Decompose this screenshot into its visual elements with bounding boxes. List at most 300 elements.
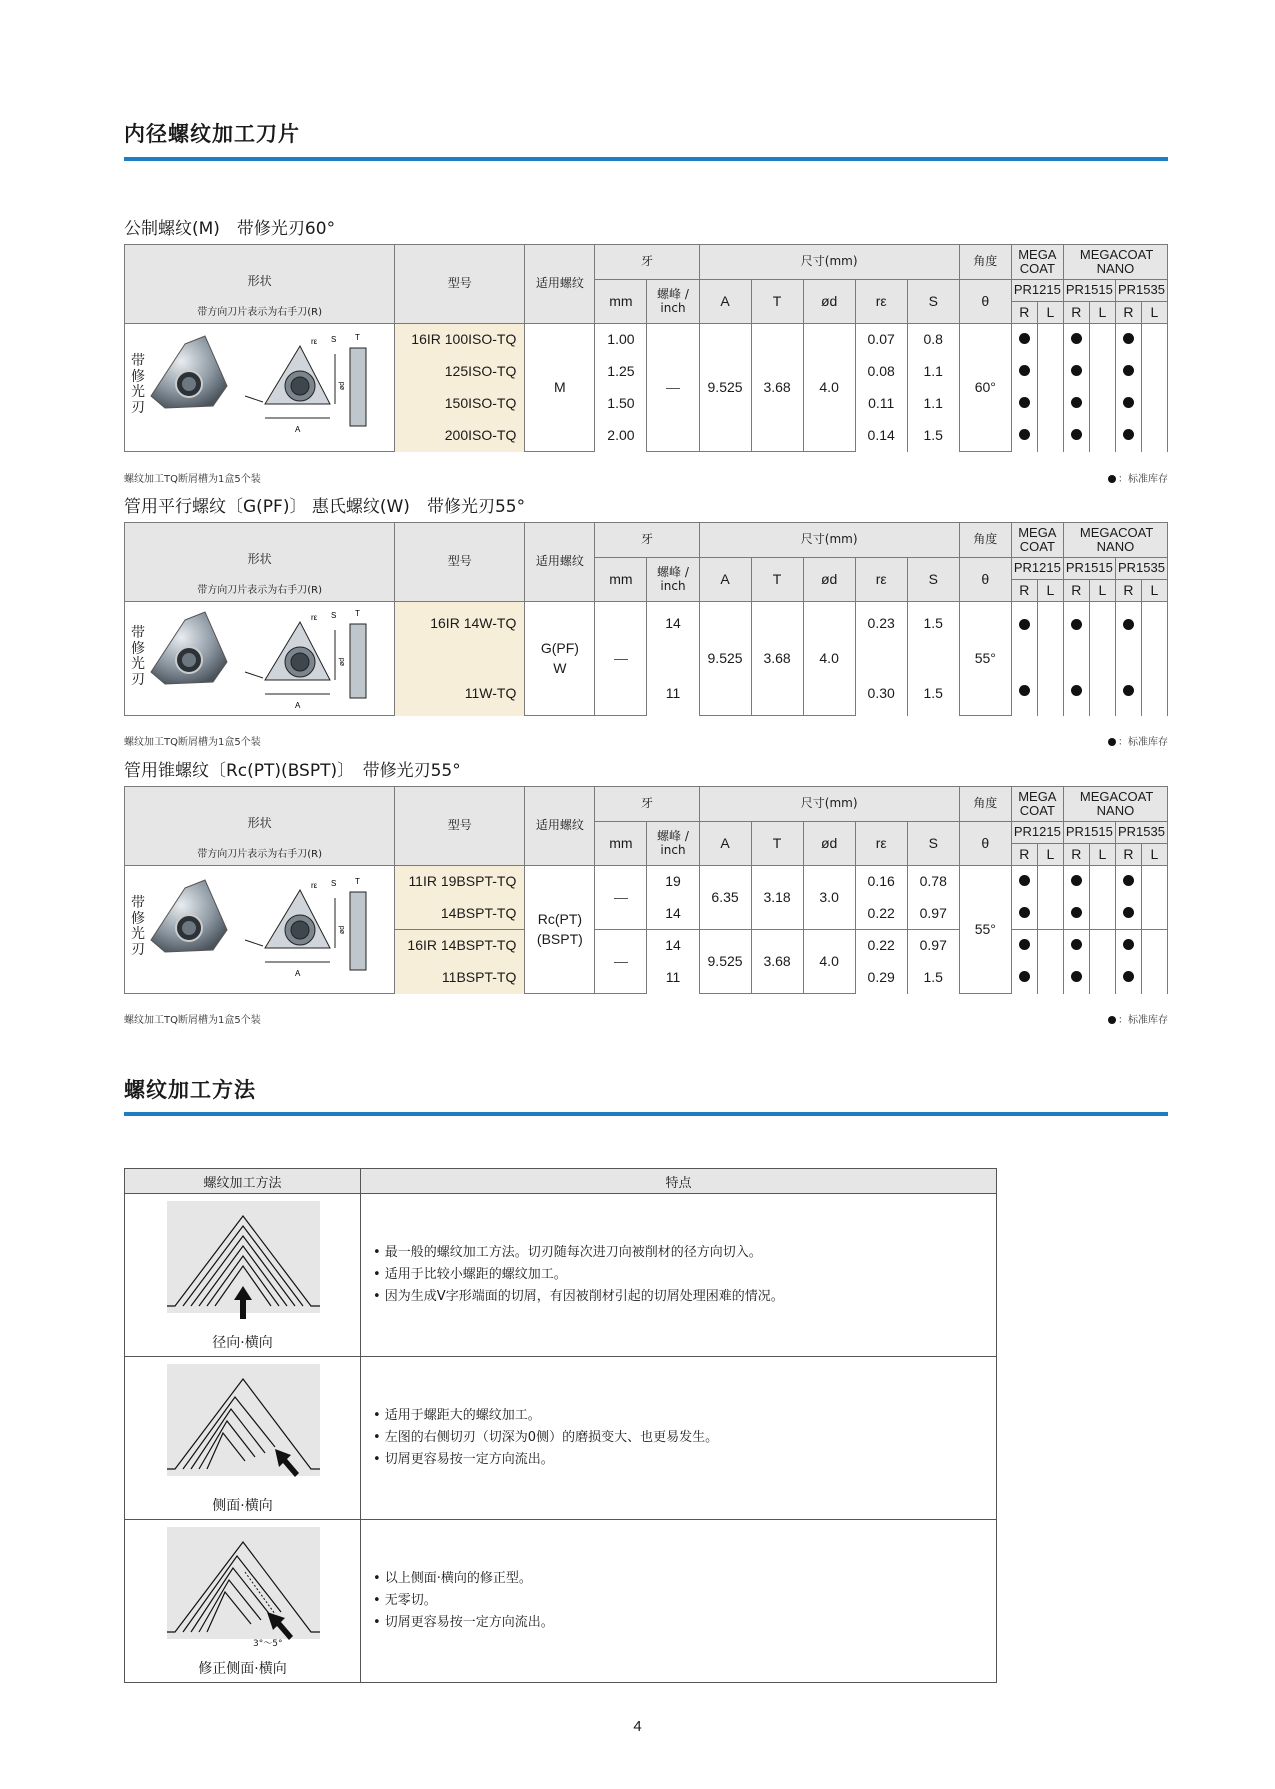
stock-dot xyxy=(1123,365,1134,376)
box-note: 螺纹加工TQ断屑槽为1盒5个装 xyxy=(124,1015,261,1026)
stock-cell xyxy=(1115,930,1141,962)
empty-cell xyxy=(1089,930,1115,962)
stock-dot xyxy=(1123,429,1134,440)
grade-pr1515: PR1515 xyxy=(1063,822,1115,844)
method-caption: 侧面·横向 xyxy=(212,1498,273,1514)
mm-cell xyxy=(595,930,647,994)
diagram-t-label: T xyxy=(355,333,360,342)
feature-point: • 最一般的螺纹加工方法。切刃随每次进刀向被削材的径方向切入。 xyxy=(373,1245,762,1260)
spec-table-taper xyxy=(124,786,1168,994)
mm-cell: 1.25 xyxy=(595,356,647,388)
stock-dot xyxy=(1019,939,1030,950)
nano-header: MEGACOAT NANO xyxy=(1063,787,1167,822)
empty-cell xyxy=(1089,324,1115,356)
method-caption: 径向·横向 xyxy=(212,1335,273,1351)
model-cell: 14BSPT-TQ xyxy=(395,898,525,930)
megacoat-header: MEGA COAT xyxy=(1011,787,1063,822)
theta-header: θ xyxy=(959,558,1011,602)
T-cell: 3.68 xyxy=(751,324,803,452)
model-cell: 11IR 19BSPT-TQ xyxy=(395,866,525,898)
angle-cell: 60° xyxy=(959,324,1011,452)
tpi-cell: 14 xyxy=(647,898,699,930)
A-header: A xyxy=(699,558,751,602)
hand-l: L xyxy=(1141,580,1167,602)
stock-cell xyxy=(1063,898,1089,930)
model-cell: 11W-TQ xyxy=(395,659,525,716)
empty-cell xyxy=(1141,898,1167,930)
T-cell: 3.68 xyxy=(751,930,803,994)
stock-cell xyxy=(1011,866,1037,898)
grade-pr1535: PR1535 xyxy=(1115,822,1167,844)
angle-cell: 55° xyxy=(959,866,1011,994)
grade-pr1535: PR1535 xyxy=(1115,558,1167,580)
re-cell: 0.16 xyxy=(855,866,907,898)
hand-r: R xyxy=(1063,844,1089,866)
stock-dot xyxy=(1071,939,1082,950)
tpi-cell: 11 xyxy=(647,962,699,994)
stock-dot xyxy=(1019,333,1030,344)
angle-header: 角度 xyxy=(959,523,1011,558)
S-cell: 1.5 xyxy=(907,962,959,994)
hand-l: L xyxy=(1141,302,1167,324)
tpi-cell: 14 xyxy=(647,602,699,659)
d-header: ød xyxy=(803,280,855,324)
stock-cell xyxy=(1011,602,1037,659)
stock-cell xyxy=(1063,324,1089,356)
method-features xyxy=(361,1520,997,1683)
mm-cell: 2.00 xyxy=(595,420,647,452)
stock-legend: ：标准库存 xyxy=(1108,733,1168,748)
model-cell: 16IR 14W-TQ xyxy=(395,602,525,659)
stock-cell xyxy=(1011,356,1037,388)
stock-dot xyxy=(1019,685,1030,696)
side-label: 带修光刃 xyxy=(131,895,145,959)
stock-cell xyxy=(1115,898,1141,930)
empty-cell xyxy=(1141,930,1167,962)
method-features xyxy=(361,1357,997,1520)
S-header: S xyxy=(907,822,959,866)
tpi-cell xyxy=(647,324,699,452)
S-cell: 0.78 xyxy=(907,866,959,898)
feature-point: • 无零切。 xyxy=(373,1593,437,1608)
empty-cell xyxy=(1037,602,1063,659)
hand-r: R xyxy=(1115,844,1141,866)
stock-dot xyxy=(1071,365,1082,376)
stock-dot xyxy=(1071,429,1082,440)
megacoat-header: MEGA COAT xyxy=(1011,523,1063,558)
empty-cell xyxy=(1037,898,1063,930)
diagram-a-label: A xyxy=(295,701,301,710)
legend-dot xyxy=(1108,1016,1116,1024)
insert-drawing xyxy=(125,602,395,716)
model-header: 型号 xyxy=(395,787,525,866)
angle-header: 角度 xyxy=(959,245,1011,280)
method-col-header: 螺纹加工方法 xyxy=(125,1169,361,1194)
spec-table-metric xyxy=(124,244,1168,452)
stock-cell xyxy=(1011,898,1037,930)
hand-l: L xyxy=(1037,580,1063,602)
table-title-whitworth: 管用平行螺纹〔G(PF)〕 惠氏螺纹(W) 带修光刃55° xyxy=(124,497,526,517)
insert-drawing xyxy=(125,324,395,452)
hand-l: L xyxy=(1089,844,1115,866)
feature-point: • 因为生成V字形端面的切屑，有因被削材引起的切屑处理困难的情况。 xyxy=(373,1289,784,1304)
S-cell: 1.1 xyxy=(907,356,959,388)
empty-cell xyxy=(1089,659,1115,716)
insert-diagram-icon xyxy=(245,890,366,970)
insert-diagram-icon xyxy=(245,622,366,698)
box-note: 螺纹加工TQ断屑槽为1盒5个装 xyxy=(124,737,261,748)
angle-cell: 55° xyxy=(959,602,1011,716)
tpi-cell: 11 xyxy=(647,659,699,716)
pitch-header: 牙 xyxy=(595,523,699,558)
S-cell: 0.97 xyxy=(907,898,959,930)
empty-cell xyxy=(1089,962,1115,994)
S-cell: 1.5 xyxy=(907,659,959,716)
thread-header: 适用螺纹 xyxy=(525,245,595,324)
mm-cell xyxy=(595,602,647,716)
A-cell: 9.525 xyxy=(699,602,751,716)
feature-point: • 以上侧面·横向的修正型。 xyxy=(373,1571,532,1586)
method-caption: 修正侧面·横向 xyxy=(198,1661,287,1677)
stock-cell xyxy=(1063,420,1089,452)
d-header: ød xyxy=(803,822,855,866)
diagram-t-label: T xyxy=(355,609,360,618)
empty-cell xyxy=(1089,420,1115,452)
A-cell: 9.525 xyxy=(699,324,751,452)
stock-dot xyxy=(1019,907,1030,918)
model-header: 型号 xyxy=(395,245,525,324)
hand-l: L xyxy=(1037,302,1063,324)
empty-cell xyxy=(1141,866,1167,898)
T-cell: 3.68 xyxy=(751,602,803,716)
grade-pr1215: PR1215 xyxy=(1011,280,1063,302)
angle-header: 角度 xyxy=(959,787,1011,822)
page-number: 4 xyxy=(633,1718,642,1735)
model-cell: 16IR 14BSPT-TQ xyxy=(395,930,525,962)
T-header: T xyxy=(751,280,803,324)
empty-cell xyxy=(1037,659,1063,716)
legend-dot xyxy=(1108,738,1116,746)
re-cell: 0.14 xyxy=(855,420,907,452)
tpi-header: 螺峰 / inch xyxy=(647,558,699,602)
T-cell: 3.18 xyxy=(751,866,803,930)
re-cell: 0.08 xyxy=(855,356,907,388)
empty-cell xyxy=(1141,388,1167,420)
stock-dot xyxy=(1123,939,1134,950)
hand-l: L xyxy=(1037,844,1063,866)
table-title-taper: 管用锥螺纹〔Rc(PT)(BSPT)〕 带修光刃55° xyxy=(124,761,461,781)
model-cell: 16IR 100ISO-TQ xyxy=(395,324,525,356)
re-header: rε xyxy=(855,822,907,866)
stock-cell xyxy=(1115,866,1141,898)
model-cell: 150ISO-TQ xyxy=(395,388,525,420)
empty-cell xyxy=(1141,324,1167,356)
empty-cell xyxy=(1089,388,1115,420)
stock-legend: ：标准库存 xyxy=(1108,470,1168,485)
diagram-s-label: S xyxy=(331,611,337,620)
diagram-s-label: S xyxy=(331,335,337,344)
stock-cell xyxy=(1115,659,1141,716)
T-header: T xyxy=(751,822,803,866)
stock-cell xyxy=(1063,356,1089,388)
mm-cell xyxy=(595,866,647,930)
stock-cell xyxy=(1063,388,1089,420)
stock-cell xyxy=(1063,866,1089,898)
shape-header: 形状 带方向刀片表示为右手刀(R) xyxy=(125,523,395,602)
method-features xyxy=(361,1194,997,1357)
model-cell: 11BSPT-TQ xyxy=(395,962,525,994)
feature-point: • 左图的右侧切刃（切深为0侧）的磨损变大、也更易发生。 xyxy=(373,1430,719,1445)
re-cell: 0.29 xyxy=(855,962,907,994)
diagram-re-label: rε xyxy=(311,613,318,622)
diagram-s-label: S xyxy=(331,879,337,888)
empty-cell xyxy=(1037,866,1063,898)
d-header: ød xyxy=(803,558,855,602)
stock-cell xyxy=(1115,324,1141,356)
page-title: 内径螺纹加工刀片 xyxy=(124,122,300,146)
stock-dot xyxy=(1123,619,1134,630)
thread-cell: M xyxy=(525,324,595,452)
diagram-d-label: ød xyxy=(339,381,346,390)
grade-pr1515: PR1515 xyxy=(1063,558,1115,580)
thread-cell: G(PF) W xyxy=(525,602,595,716)
stock-dot xyxy=(1019,365,1030,376)
stock-dot xyxy=(1019,875,1030,886)
A-header: A xyxy=(699,280,751,324)
dim-header: 尺寸(mm) xyxy=(699,245,959,280)
stock-dot xyxy=(1123,875,1134,886)
feature-point: • 切屑更容易按一定方向流出。 xyxy=(373,1452,554,1467)
empty-cell xyxy=(1141,420,1167,452)
grade-pr1515: PR1515 xyxy=(1063,280,1115,302)
grade-pr1215: PR1215 xyxy=(1011,822,1063,844)
re-header: rε xyxy=(855,280,907,324)
mm-cell: 1.00 xyxy=(595,324,647,356)
side-label: 带修光刃 xyxy=(131,625,145,689)
theta-header: θ xyxy=(959,822,1011,866)
A-cell: 9.525 xyxy=(699,930,751,994)
empty-cell xyxy=(1141,659,1167,716)
dim-header: 尺寸(mm) xyxy=(699,523,959,558)
empty-cell xyxy=(1037,388,1063,420)
table-title-metric: 公制螺纹(M) 带修光刃60° xyxy=(124,219,336,239)
stock-dot xyxy=(1123,907,1134,918)
re-header: rε xyxy=(855,558,907,602)
feature-point: • 适用于比较小螺距的螺纹加工。 xyxy=(373,1267,567,1282)
hand-l: L xyxy=(1089,580,1115,602)
stock-dot xyxy=(1019,619,1030,630)
method-title: 螺纹加工方法 xyxy=(124,1078,256,1102)
stock-dot xyxy=(1123,685,1134,696)
angle-note: 3°～5° xyxy=(253,1639,283,1649)
d-cell: 4.0 xyxy=(803,324,855,452)
d-cell: 3.0 xyxy=(803,866,855,930)
tpi-header: 螺峰 / inch xyxy=(647,280,699,324)
re-cell: 0.23 xyxy=(855,602,907,659)
stock-dot xyxy=(1071,333,1082,344)
stock-cell xyxy=(1011,962,1037,994)
diagram-a-label: A xyxy=(295,969,301,978)
hand-l: L xyxy=(1089,302,1115,324)
stock-dot xyxy=(1019,397,1030,408)
diagram-re-label: rε xyxy=(311,337,318,346)
stock-cell xyxy=(1115,602,1141,659)
feature-point: • 切屑更容易按一定方向流出。 xyxy=(373,1615,554,1630)
stock-cell xyxy=(1011,930,1037,962)
stock-cell xyxy=(1063,659,1089,716)
stock-dot xyxy=(1019,429,1030,440)
stock-dot xyxy=(1071,907,1082,918)
A-header: A xyxy=(699,822,751,866)
spec-table-whitworth xyxy=(124,522,1168,716)
model-cell: 200ISO-TQ xyxy=(395,420,525,452)
mm-header: mm xyxy=(595,280,647,324)
method-radial-cell xyxy=(125,1194,361,1357)
hand-l: L xyxy=(1141,844,1167,866)
empty-cell xyxy=(1141,602,1167,659)
tpi-dash xyxy=(666,388,680,389)
d-cell: 4.0 xyxy=(803,602,855,716)
empty-cell xyxy=(1037,324,1063,356)
method-flank-cell xyxy=(125,1357,361,1520)
stock-dot xyxy=(1071,397,1082,408)
hand-r: R xyxy=(1115,580,1141,602)
empty-cell xyxy=(1089,866,1115,898)
hand-r: R xyxy=(1115,302,1141,324)
insert-diagram-icon xyxy=(245,346,366,426)
re-cell: 0.30 xyxy=(855,659,907,716)
thread-header: 适用螺纹 xyxy=(525,523,595,602)
stock-cell xyxy=(1011,420,1037,452)
mm-cell: 1.50 xyxy=(595,388,647,420)
stock-dot xyxy=(1071,875,1082,886)
model-cell: 125ISO-TQ xyxy=(395,356,525,388)
megacoat-header: MEGA COAT xyxy=(1011,245,1063,280)
pitch-header: 牙 xyxy=(595,245,699,280)
hand-r: R xyxy=(1011,302,1037,324)
S-cell: 1.1 xyxy=(907,388,959,420)
insert-shape-cell xyxy=(125,324,395,452)
re-cell: 0.22 xyxy=(855,898,907,930)
method-modified-flank-cell xyxy=(125,1520,361,1683)
re-cell: 0.07 xyxy=(855,324,907,356)
tpi-cell: 19 xyxy=(647,866,699,898)
diagram-d-label: ød xyxy=(339,925,346,934)
S-cell: 0.8 xyxy=(907,324,959,356)
stock-dot xyxy=(1019,971,1030,982)
S-header: S xyxy=(907,558,959,602)
stock-dot xyxy=(1071,685,1082,696)
stock-cell xyxy=(1115,420,1141,452)
stock-cell xyxy=(1115,388,1141,420)
method-table xyxy=(124,1168,997,1683)
stock-dot xyxy=(1071,619,1082,630)
thread-cell: Rc(PT) (BSPT) xyxy=(525,866,595,994)
stock-cell xyxy=(1063,602,1089,659)
stock-dot xyxy=(1123,971,1134,982)
nano-header: MEGACOAT NANO xyxy=(1063,523,1167,558)
grade-pr1535: PR1535 xyxy=(1115,280,1167,302)
stock-dot xyxy=(1071,971,1082,982)
A-cell: 6.35 xyxy=(699,866,751,930)
empty-cell xyxy=(1141,356,1167,388)
hand-r: R xyxy=(1063,302,1089,324)
nano-header: MEGACOAT NANO xyxy=(1063,245,1167,280)
tpi-header: 螺峰 / inch xyxy=(647,822,699,866)
d-cell: 4.0 xyxy=(803,930,855,994)
grade-pr1215: PR1215 xyxy=(1011,558,1063,580)
hand-r: R xyxy=(1063,580,1089,602)
insert-drawing xyxy=(125,866,395,994)
stock-legend: ：标准库存 xyxy=(1108,1011,1168,1026)
empty-cell xyxy=(1089,356,1115,388)
diagram-re-label: rε xyxy=(311,881,318,890)
mm-header: mm xyxy=(595,558,647,602)
stock-dot xyxy=(1123,333,1134,344)
empty-cell xyxy=(1089,602,1115,659)
empty-cell xyxy=(1037,962,1063,994)
tpi-cell: 14 xyxy=(647,930,699,962)
stock-cell xyxy=(1011,388,1037,420)
insert-shape-cell xyxy=(125,866,395,994)
hand-r: R xyxy=(1011,844,1037,866)
S-cell: 1.5 xyxy=(907,420,959,452)
thread-header: 适用螺纹 xyxy=(525,787,595,866)
pitch-header: 牙 xyxy=(595,787,699,822)
box-note: 螺纹加工TQ断屑槽为1盒5个装 xyxy=(124,474,261,485)
hand-r: R xyxy=(1011,580,1037,602)
S-header: S xyxy=(907,280,959,324)
theta-header: θ xyxy=(959,280,1011,324)
dim-header: 尺寸(mm) xyxy=(699,787,959,822)
empty-cell xyxy=(1141,962,1167,994)
feature-point: • 适用于螺距大的螺纹加工。 xyxy=(373,1408,541,1423)
legend-dot xyxy=(1108,475,1116,483)
feature-col-header: 特点 xyxy=(361,1169,997,1194)
stock-cell xyxy=(1063,962,1089,994)
empty-cell xyxy=(1037,356,1063,388)
mm-header: mm xyxy=(595,822,647,866)
shape-header: 形状 带方向刀片表示为右手刀(R) xyxy=(125,245,395,324)
model-header: 型号 xyxy=(395,523,525,602)
stock-dot xyxy=(1123,397,1134,408)
mm-dash xyxy=(614,898,628,899)
side-label: 带修光刃 xyxy=(131,353,145,417)
empty-cell xyxy=(1089,898,1115,930)
mm-dash xyxy=(614,962,628,963)
stock-cell xyxy=(1063,930,1089,962)
insert-shape-cell xyxy=(125,602,395,716)
re-cell: 0.11 xyxy=(855,388,907,420)
stock-cell xyxy=(1011,324,1037,356)
stock-cell xyxy=(1115,962,1141,994)
re-cell: 0.22 xyxy=(855,930,907,962)
S-cell: 1.5 xyxy=(907,602,959,659)
diagram-d-label: ød xyxy=(339,657,346,666)
S-cell: 0.97 xyxy=(907,930,959,962)
T-header: T xyxy=(751,558,803,602)
empty-cell xyxy=(1037,930,1063,962)
diagram-t-label: T xyxy=(355,877,360,886)
stock-cell xyxy=(1011,659,1037,716)
method-rule xyxy=(124,1112,1168,1116)
empty-cell xyxy=(1037,420,1063,452)
mm-dash xyxy=(614,659,628,660)
diagram-a-label: A xyxy=(295,425,301,434)
shape-header: 形状 带方向刀片表示为右手刀(R) xyxy=(125,787,395,866)
title-rule xyxy=(124,157,1168,161)
stock-cell xyxy=(1115,356,1141,388)
